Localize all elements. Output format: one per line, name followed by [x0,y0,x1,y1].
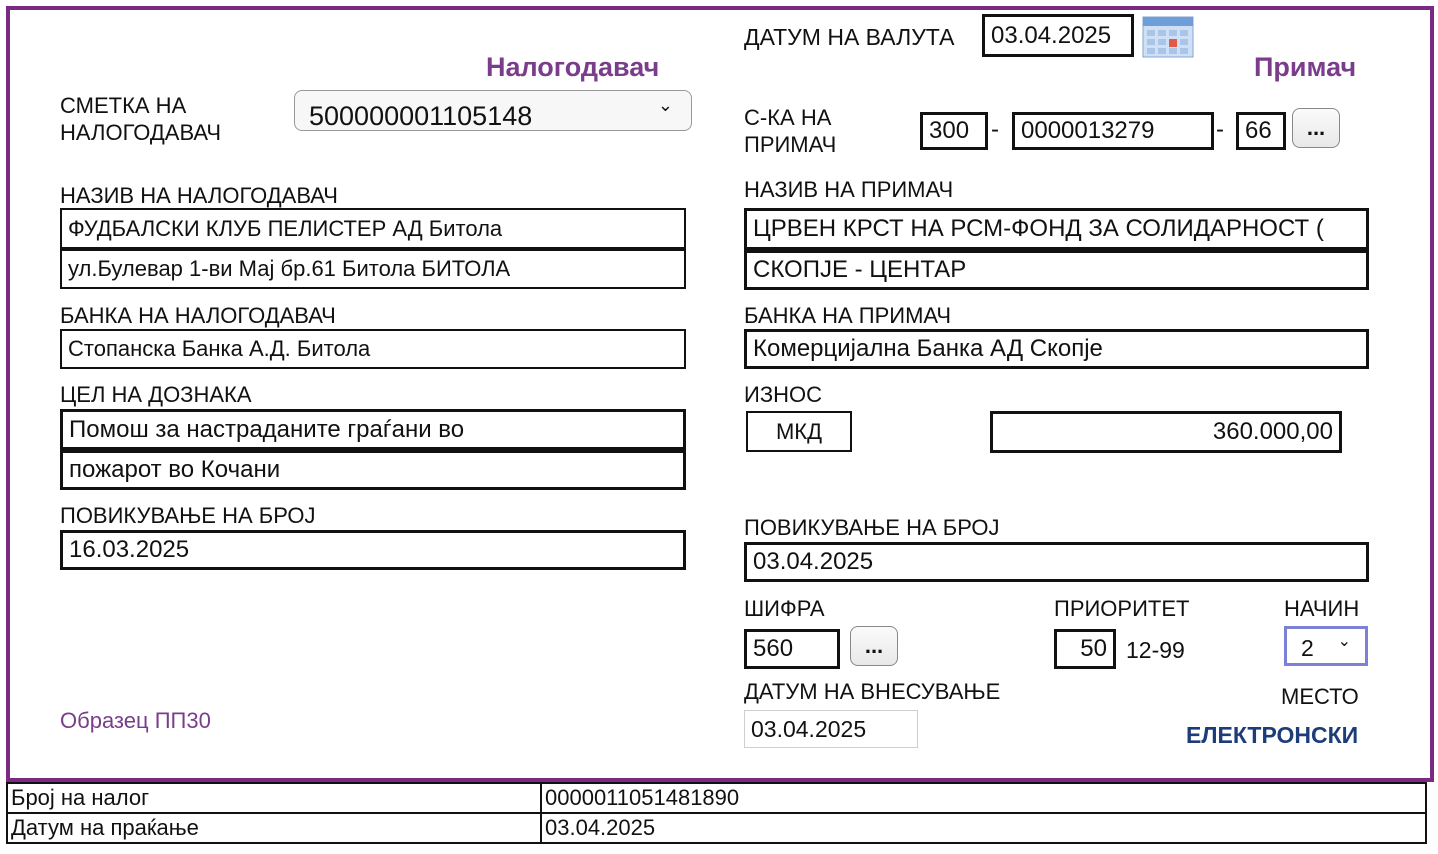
chevron-down-icon: ⌄ [657,95,673,115]
calendar-icon[interactable] [1142,14,1194,58]
recipient-name-line1[interactable]: ЦРВЕН КРСТ НА РСМ-ФОНД ЗА СОЛИДАРНОСТ ( [744,208,1369,250]
order-number-value: 0000011051481890 [541,783,1426,813]
order-info-table [6,782,1427,844]
account-dash-1: - [991,116,999,143]
payer-account-select[interactable] [294,90,692,131]
recipient-reference-field[interactable]: 03.04.2025 [744,542,1369,582]
payer-heading: Налогодавач [486,52,660,82]
place-label: МЕСТО [1281,684,1359,709]
method-label: НАЧИН [1284,596,1360,621]
currency-field[interactable]: МКД [746,411,852,452]
priority-field[interactable]: 50 [1054,629,1116,669]
purpose-line2[interactable]: пожарот во Кочани [60,450,686,490]
purpose-label: ЦЕЛ НА ДОЗНАКА [60,382,252,407]
form-sample-label: Образец ПП30 [60,708,211,733]
payer-account-value: 500000001105148 [309,101,533,131]
method-select[interactable] [1284,626,1368,666]
recipient-account-label: С-КА НА ПРИМАЧ [744,105,837,157]
recipient-account-part2[interactable]: 0000013279 [1012,112,1214,150]
payer-account-label: СМЕТКА НА НАЛОГОДАВАЧ [60,93,222,145]
account-dash-2: - [1216,116,1224,143]
recipient-name-label: НАЗИВ НА ПРИМАЧ [744,177,954,202]
payer-name-line1[interactable]: ФУДБАЛСКИ КЛУБ ПЕЛИСТЕР АД Битола [60,208,686,249]
recipient-heading: Прима​ч [1254,52,1357,82]
table-row [7,783,1426,813]
chevron-down-icon: ⌄ [1337,633,1351,650]
table-row [7,813,1426,843]
purpose-line1[interactable]: Помош за настраданите граѓани во [60,409,686,450]
account-lookup-button[interactable]: ... [1292,108,1340,148]
recipient-bank-field[interactable]: Комерцијална Банка АД Скопје [744,329,1369,369]
value-date-field[interactable]: 03.04.2025 [982,14,1134,57]
code-label: ШИФРА [744,596,825,621]
payer-bank-label: БАНКА НА НАЛОГОДАВАЧ [60,303,336,328]
payer-reference-field[interactable]: 16.03.2025 [60,530,686,570]
payer-reference-label: ПОВИКУВАЊЕ НА БРОЈ [60,503,316,528]
code-lookup-button[interactable]: ... [850,626,898,666]
sent-date-value: 03.04.2025 [541,813,1426,843]
order-number-label: Број на налог [7,783,541,813]
method-value: 2 [1301,635,1314,661]
recipient-name-line2[interactable]: СКОПЈЕ - ЦЕНТАР [744,250,1369,290]
amount-field[interactable]: 360.000,00 [990,411,1342,453]
priority-label: ПРИОРИТЕТ [1054,596,1190,621]
value-date-label: ДАТУМ НА ВАЛУТА [744,24,955,50]
payer-bank-field[interactable]: Стопанска Банка А.Д. Битола [60,329,686,369]
recipient-bank-label: БАНКА НА ПРИМАЧ [744,303,952,328]
payer-name-label: НАЗИВ НА НАЛОГОДАВАЧ [60,183,338,208]
recipient-account-part1[interactable]: 300 [920,112,988,150]
priority-range: 12-99 [1126,637,1185,663]
payer-name-line2[interactable]: ул.Булевар 1-ви Мај бр.61 Битола БИТОЛА [60,249,686,289]
amount-label: ИЗНОС [744,382,822,407]
entry-date-label: ДАТУМ НА ВНЕСУВАЊЕ [744,679,1001,704]
recipient-account-part3[interactable]: 66 [1236,112,1286,150]
code-field[interactable]: 560 [744,629,840,669]
sent-date-label: Датум на праќање [7,813,541,843]
entry-date-field[interactable]: 03.04.2025 [744,710,918,748]
recipient-reference-label: ПОВИКУВАЊЕ НА БРОЈ [744,515,1000,540]
place-value: ЕЛЕКТРОНСКИ [1186,722,1359,748]
